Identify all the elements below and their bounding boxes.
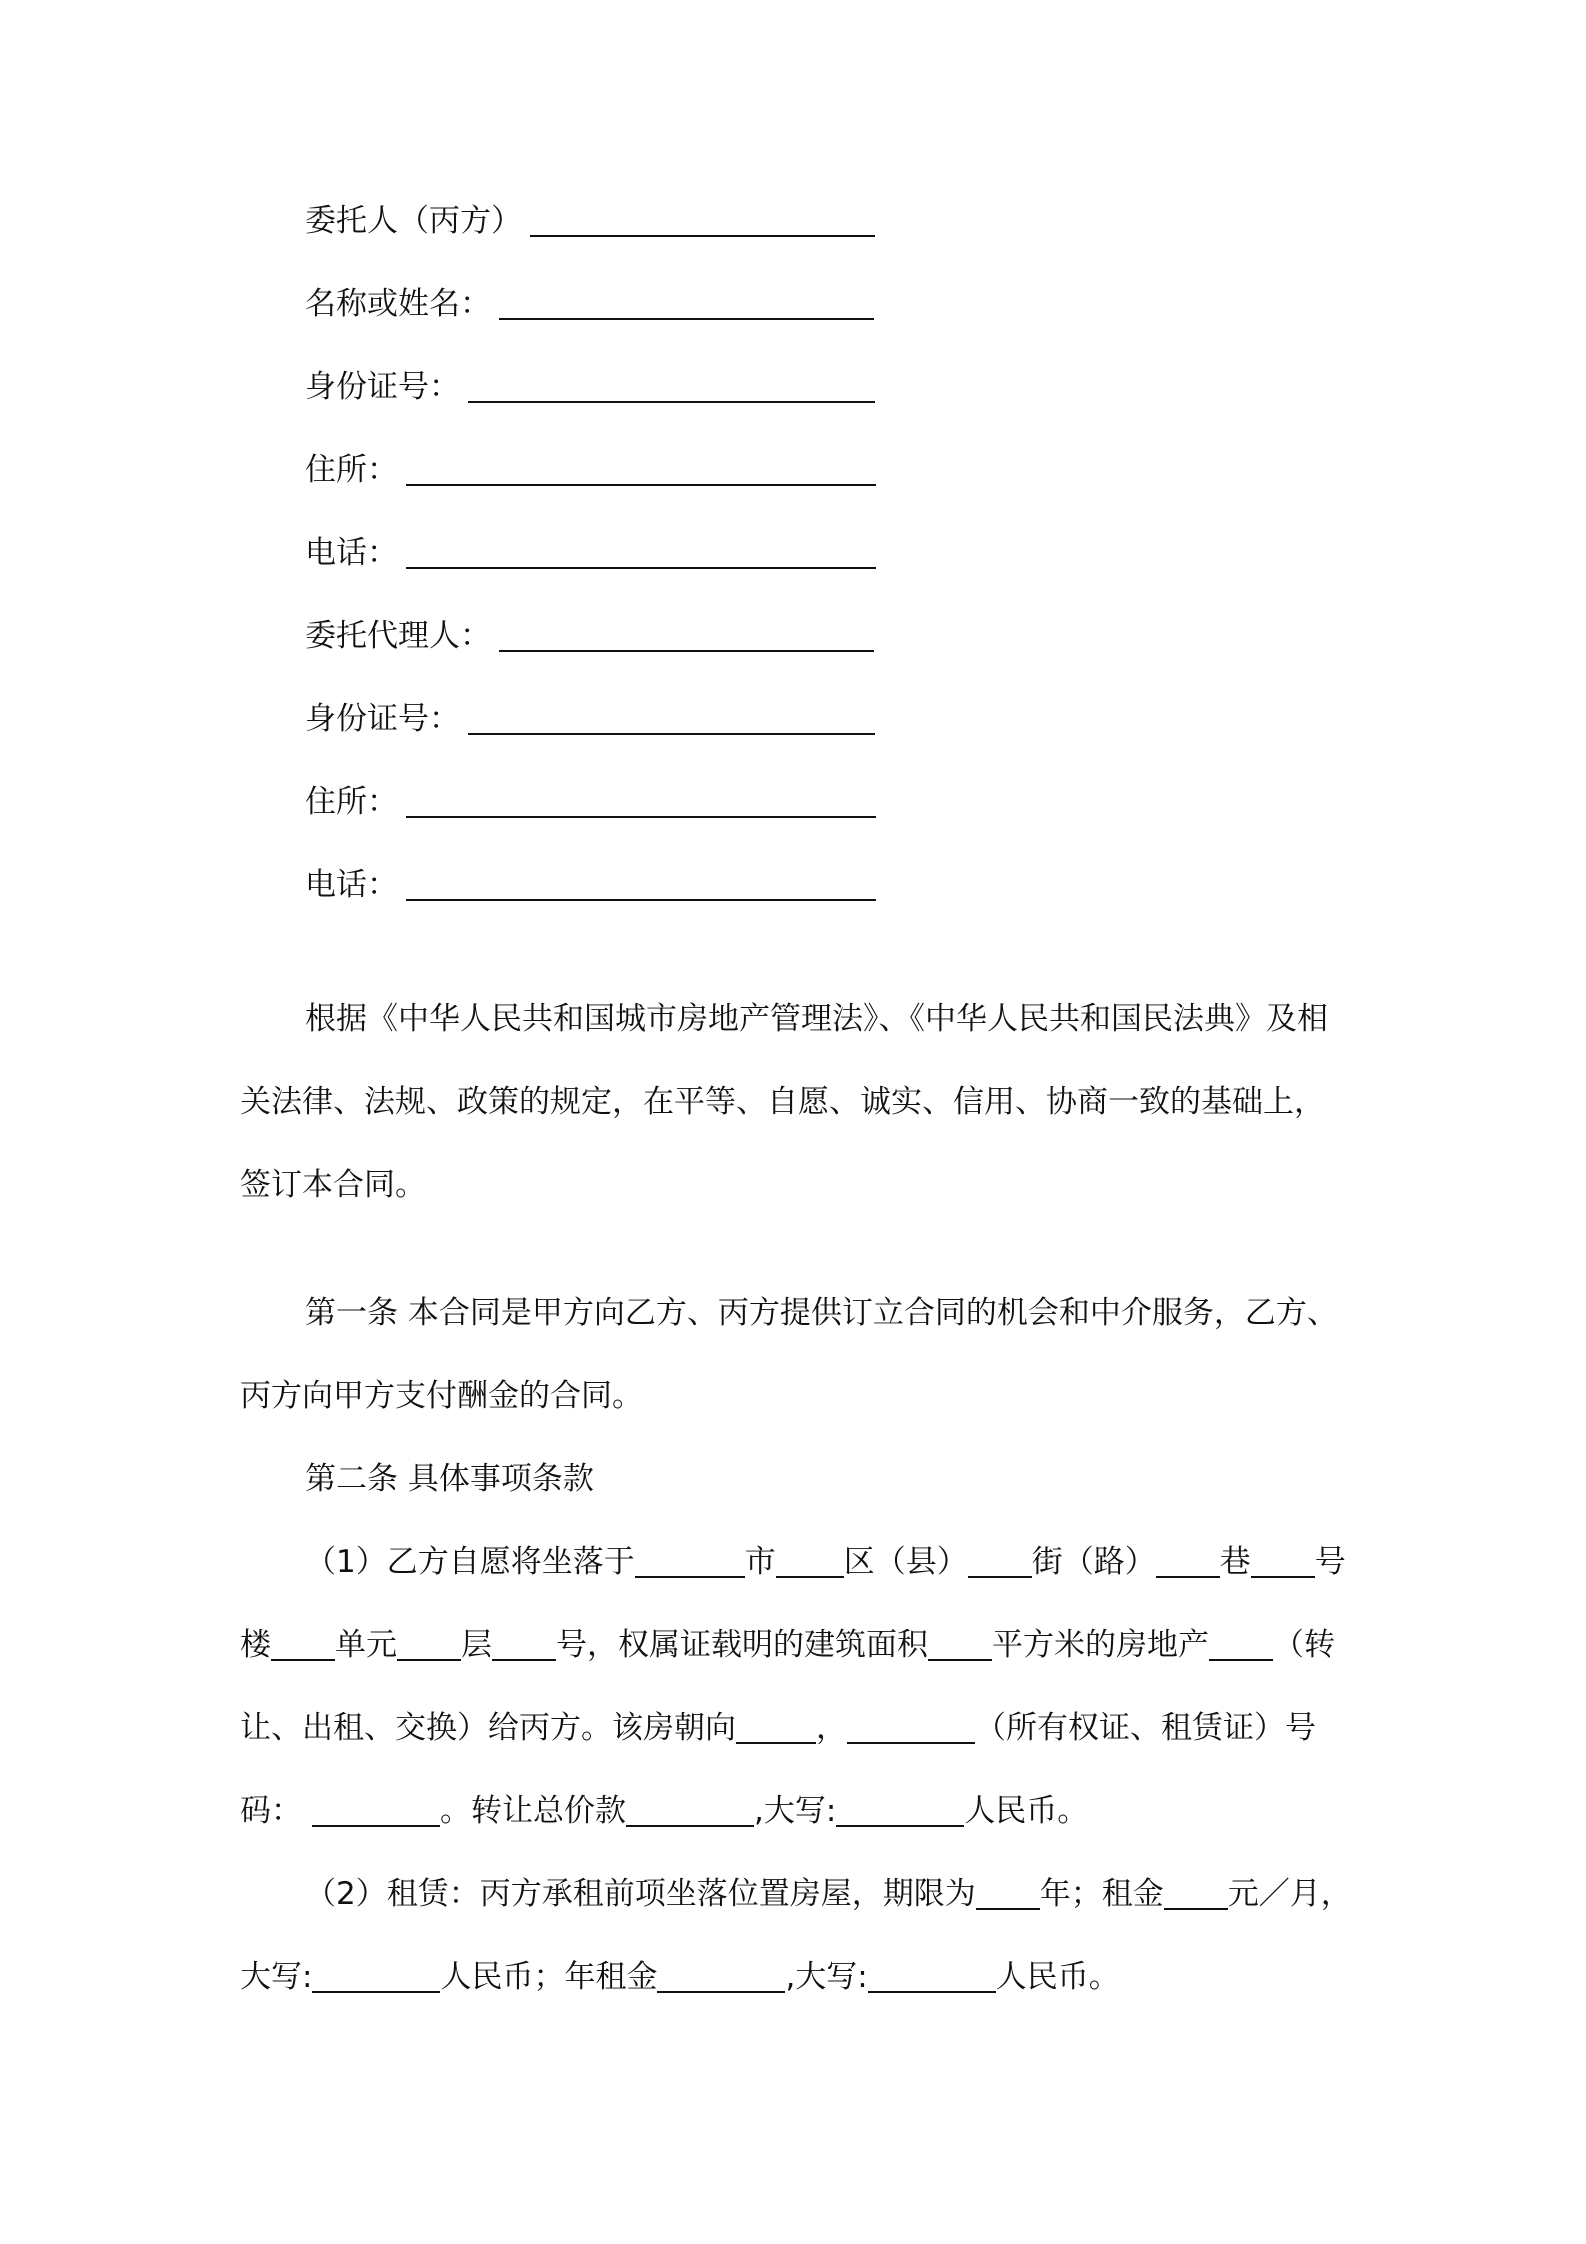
field-label: 委托代理人： bbox=[305, 618, 491, 654]
field-label: 住所： bbox=[305, 452, 398, 488]
field-label: 电话： bbox=[305, 867, 398, 903]
fill-in-annual-rent-in-words[interactable] bbox=[868, 1963, 996, 1993]
article-2-heading: 第二条 具体事项条款 bbox=[305, 1461, 594, 1497]
text-fragment: 楼 bbox=[240, 1627, 271, 1663]
text-fragment: 单元 bbox=[335, 1627, 397, 1663]
text-fragment: 市 bbox=[744, 1544, 776, 1580]
article-1-line: 第一条 本合同是甲方向乙方、丙方提供订立合同的机会和中介服务，乙方、 bbox=[305, 1295, 1338, 1331]
fill-in-line[interactable] bbox=[499, 620, 874, 652]
item-2-line bbox=[305, 1876, 1435, 1912]
text-fragment: ,大写: bbox=[754, 1793, 837, 1829]
preamble-line: 根据《中华人民共和国城市房地产管理法》、《中华人民共和国民法典》及相 bbox=[305, 1001, 1328, 1037]
text-fragment: （转 bbox=[1273, 1627, 1335, 1663]
id-number-row bbox=[305, 371, 875, 403]
text-fragment: 年；租金 bbox=[1039, 1876, 1164, 1912]
fill-in-number[interactable] bbox=[1251, 1548, 1315, 1578]
article-1-line: 丙方向甲方支付酬金的合同。 bbox=[240, 1378, 643, 1414]
client-party-c-row bbox=[305, 205, 875, 237]
fill-in-line[interactable] bbox=[468, 371, 875, 403]
text-fragment: 层 bbox=[461, 1627, 492, 1663]
field-label: 电话： bbox=[305, 535, 398, 571]
fill-in-line[interactable] bbox=[499, 288, 874, 320]
text-fragment: 人民币。 bbox=[964, 1793, 1089, 1829]
fill-in-line[interactable] bbox=[406, 869, 876, 901]
text-fragment: （1）乙方自愿将坐落于 bbox=[305, 1544, 635, 1580]
fill-in-certificate-type[interactable] bbox=[847, 1714, 975, 1744]
text-fragment: 大写: bbox=[240, 1959, 313, 1995]
fill-in-lane[interactable] bbox=[1156, 1548, 1220, 1578]
agent-id-number-row bbox=[305, 703, 875, 735]
text-fragment: ,大写: bbox=[785, 1959, 868, 1995]
text-fragment: （2）租赁：丙方承租前项坐落位置房屋，期限为 bbox=[305, 1876, 976, 1912]
fill-in-area[interactable] bbox=[928, 1631, 992, 1661]
text-fragment: 人民币；年租金 bbox=[440, 1959, 658, 1995]
fill-in-total-price[interactable] bbox=[626, 1797, 754, 1827]
field-label: 委托人（丙方） bbox=[305, 203, 522, 239]
text-fragment: 平方米的房地产 bbox=[992, 1627, 1209, 1663]
text-fragment: 号，权属证载明的建筑面积 bbox=[556, 1627, 928, 1663]
item-1-line bbox=[240, 1710, 1370, 1746]
item-2-line bbox=[240, 1959, 1370, 1995]
text-fragment: 巷 bbox=[1219, 1544, 1251, 1580]
fill-in-certificate-number[interactable] bbox=[312, 1797, 440, 1827]
fill-in-line[interactable] bbox=[406, 537, 876, 569]
fill-in-line[interactable] bbox=[530, 205, 875, 237]
fill-in-annual-rent[interactable] bbox=[657, 1963, 785, 1993]
fill-in-district[interactable] bbox=[776, 1548, 844, 1578]
fill-in-price-in-words[interactable] bbox=[836, 1797, 964, 1827]
preamble-line: 签订本合同。 bbox=[240, 1167, 426, 1203]
fill-in-line[interactable] bbox=[468, 703, 875, 735]
fill-in-lease-years[interactable] bbox=[976, 1880, 1040, 1910]
fill-in-city[interactable] bbox=[635, 1548, 745, 1578]
item-1-line bbox=[305, 1544, 1435, 1580]
text-fragment: （所有权证、租赁证）号 bbox=[975, 1710, 1316, 1746]
field-label: 身份证号： bbox=[305, 369, 460, 405]
fill-in-orientation[interactable] bbox=[736, 1714, 816, 1744]
fill-in-unit[interactable] bbox=[397, 1631, 461, 1661]
fill-in-monthly-rent[interactable] bbox=[1164, 1880, 1228, 1910]
text-fragment: 让、出租、交换）给丙方。该房朝向 bbox=[240, 1710, 736, 1746]
field-label: 名称或姓名： bbox=[305, 286, 491, 322]
text-fragment: 街（路） bbox=[1031, 1544, 1156, 1580]
phone-row bbox=[305, 537, 876, 569]
field-label: 住所： bbox=[305, 784, 398, 820]
field-label: 身份证号： bbox=[305, 701, 460, 737]
text-fragment: 人民币。 bbox=[995, 1959, 1120, 1995]
preamble-line: 关法律、法规、政策的规定，在平等、自愿、诚实、信用、协商一致的基础上， bbox=[240, 1084, 1325, 1120]
text-fragment: 码： bbox=[240, 1793, 302, 1829]
agent-phone-row bbox=[305, 869, 876, 901]
agent-address-row bbox=[305, 786, 876, 818]
fill-in-transaction-type[interactable] bbox=[1209, 1631, 1273, 1661]
name-row bbox=[305, 288, 874, 320]
fill-in-floor[interactable] bbox=[492, 1631, 556, 1661]
text-fragment: 区（县） bbox=[843, 1544, 968, 1580]
agent-row bbox=[305, 620, 874, 652]
item-1-line bbox=[240, 1793, 1370, 1829]
item-1-line bbox=[240, 1627, 1370, 1663]
address-row bbox=[305, 454, 876, 486]
text-fragment: 。转让总价款 bbox=[440, 1793, 626, 1829]
text-fragment: 元／月， bbox=[1227, 1876, 1352, 1912]
text-fragment: 号 bbox=[1314, 1544, 1346, 1580]
text-fragment: ， bbox=[816, 1710, 847, 1746]
fill-in-rent-in-words[interactable] bbox=[312, 1963, 440, 1993]
fill-in-line[interactable] bbox=[406, 454, 876, 486]
fill-in-line[interactable] bbox=[406, 786, 876, 818]
fill-in-building[interactable] bbox=[271, 1631, 335, 1661]
fill-in-street[interactable] bbox=[968, 1548, 1032, 1578]
